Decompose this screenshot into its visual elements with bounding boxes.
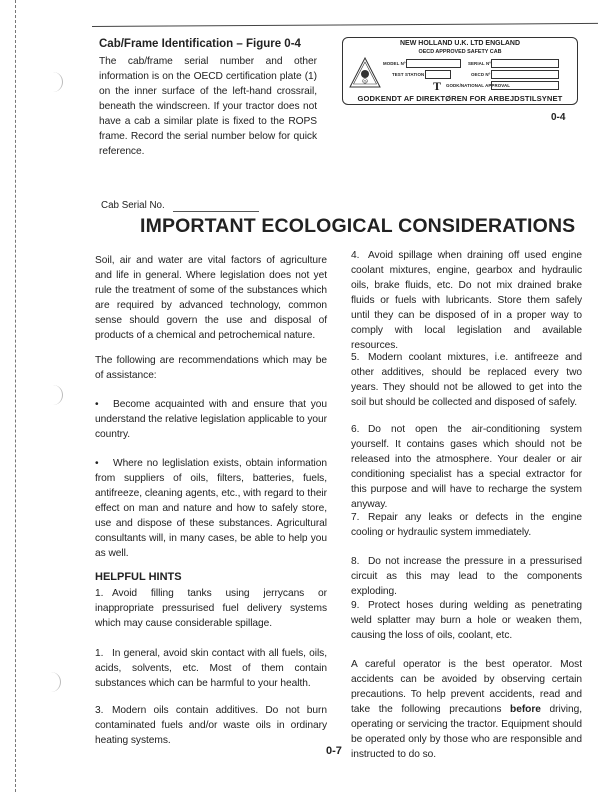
oecd-no-field	[491, 70, 559, 79]
punch-hole-mark	[50, 672, 61, 692]
cab-serial-label: Cab Serial No.	[101, 200, 165, 211]
page-number: 0-7	[326, 745, 342, 757]
bullet-icon: •	[95, 458, 99, 469]
closing-paragraph: A careful operator is the best operator. Most accidents can be avoided by observing certain precautions. To help prevent accidents, read and take the following precautions before driving, operating or servicing the tractor. Equipment should be operated only by those who are responsible and instructed to do so.	[351, 659, 582, 760]
binding-edge	[15, 0, 16, 792]
model-no-label: MODEL Nº	[383, 61, 406, 66]
hint-item: 6. Do not open the air-conditioning system yourself. It contains gases which should not be released into the atmosphere. Your dealer or air conditioning specialist has a special extractor for this purpose and will have to recharge the system anyway.	[351, 424, 582, 510]
hint-item: 8. Do not increase the pressure in a pressurised circuit as this may lead to the components exploding.	[351, 556, 582, 597]
serial-no-label: SERIAL Nº	[468, 61, 491, 66]
page-title: IMPORTANT ECOLOGICAL CONSIDERATIONS	[140, 215, 576, 237]
punch-hole-mark	[52, 72, 63, 92]
plate-manufacturer: NEW HOLLAND U.K. LTD ENGLAND	[399, 40, 521, 47]
hint-item: 1. In general, avoid skin contact with all fuels, oils, acids, solvents, etc. Most of them contain substances which can be harmful to your health.	[95, 648, 327, 689]
test-station-field	[425, 70, 451, 79]
bullet-item: • Become acquainted with and ensure that you understand the relative legislation applicable to your country.	[95, 399, 327, 440]
approval-mark-t: T	[433, 79, 442, 93]
hint-item: 5. Modern coolant mixtures, i.e. antifreeze and other additives, should be replaced every two years. They should not be allowed to get into the soil but should be collected and disposed of safely.	[351, 352, 582, 408]
approval-label: GODK/NATIONAL APPROVAL	[446, 83, 510, 88]
svg-text:G: G	[363, 78, 367, 84]
figure-heading: Cab/Frame Identification – Figure 0-4	[99, 38, 301, 50]
figure-description: The cab/frame serial number and other information is on the OECD certification plate (1) on the inner surface of the left-hand crossrail, beneath the windscreen. If your tractor does not have a cab a similar plate is fixed to the ROPS frame. Record the serial number below for quick reference.	[99, 56, 317, 157]
emphasis-before: before	[510, 704, 541, 715]
helpful-hints-heading: HELPFUL HINTS	[95, 571, 182, 583]
plate-subtitle: OECD APPROVED SAFETY CAB	[418, 49, 502, 55]
bullet-item: • Where no leglislation exists, obtain information from suppliers of oils, filters, batteries, fuels, antifreeze, cleaning agents, etc., with regard to their effect on man and nature and how to safely store, use and dispose of these substances. Agricultural consultants will, in many cases, be able to help you as well.	[95, 458, 327, 559]
approval-field	[491, 81, 559, 90]
hint-item: 7. Repair any leaks or defects in the engine cooling or hydraulic system immediately.	[351, 512, 582, 538]
model-no-field	[406, 59, 461, 68]
test-station-label: TEST STATION	[392, 72, 425, 77]
punch-hole-mark	[52, 385, 63, 405]
serial-no-field	[491, 59, 559, 68]
hint-item: 1. Avoid filling tanks using jerrycans or inappropriate pressurised fuel delivery systems which may cause considerable spillage.	[95, 588, 327, 629]
oecd-certification-plate	[342, 37, 578, 105]
approval-emblem-icon	[349, 57, 381, 91]
recommendations-intro: The following are recommendations which may be of assistance:	[95, 355, 327, 381]
hint-item: 4. Avoid spillage when draining off used engine coolant mixtures, engine, gearbox and hydraulic oils, brake fluids, etc. Do not mix drained brake fluids or fuels with lubricants. Store them safely until they can be disposed of in a proper way to comply with local legislation and available resources.	[351, 250, 582, 351]
figure-number: 0-4	[551, 112, 566, 123]
cab-serial-field[interactable]	[173, 211, 259, 212]
intro-paragraph: Soil, air and water are vital factors of agriculture and life in general. Where legislation does not yet rule the treatment of some of the substances which are required by advanced technology, common sense should govern the use and disposal of products of a chemical and petrochemical nature.	[95, 255, 327, 341]
hint-item: 9. Protect hoses during welding as penetrating weld splatter may burn a hole or weaken them, causing the loss of oils, coolant, etc.	[351, 600, 582, 641]
hint-item: 3. Modern oils contain additives. Do not burn contaminated fuels and/or waste oils in ordinary heating systems.	[95, 705, 327, 746]
header-rule	[92, 23, 598, 27]
oecd-no-label: OECD Nº	[471, 72, 491, 77]
plate-footer: GODKENDT AF DIREKTØREN FOR ARBEJDSTILSYNET	[357, 94, 563, 103]
bullet-icon: •	[95, 399, 99, 410]
